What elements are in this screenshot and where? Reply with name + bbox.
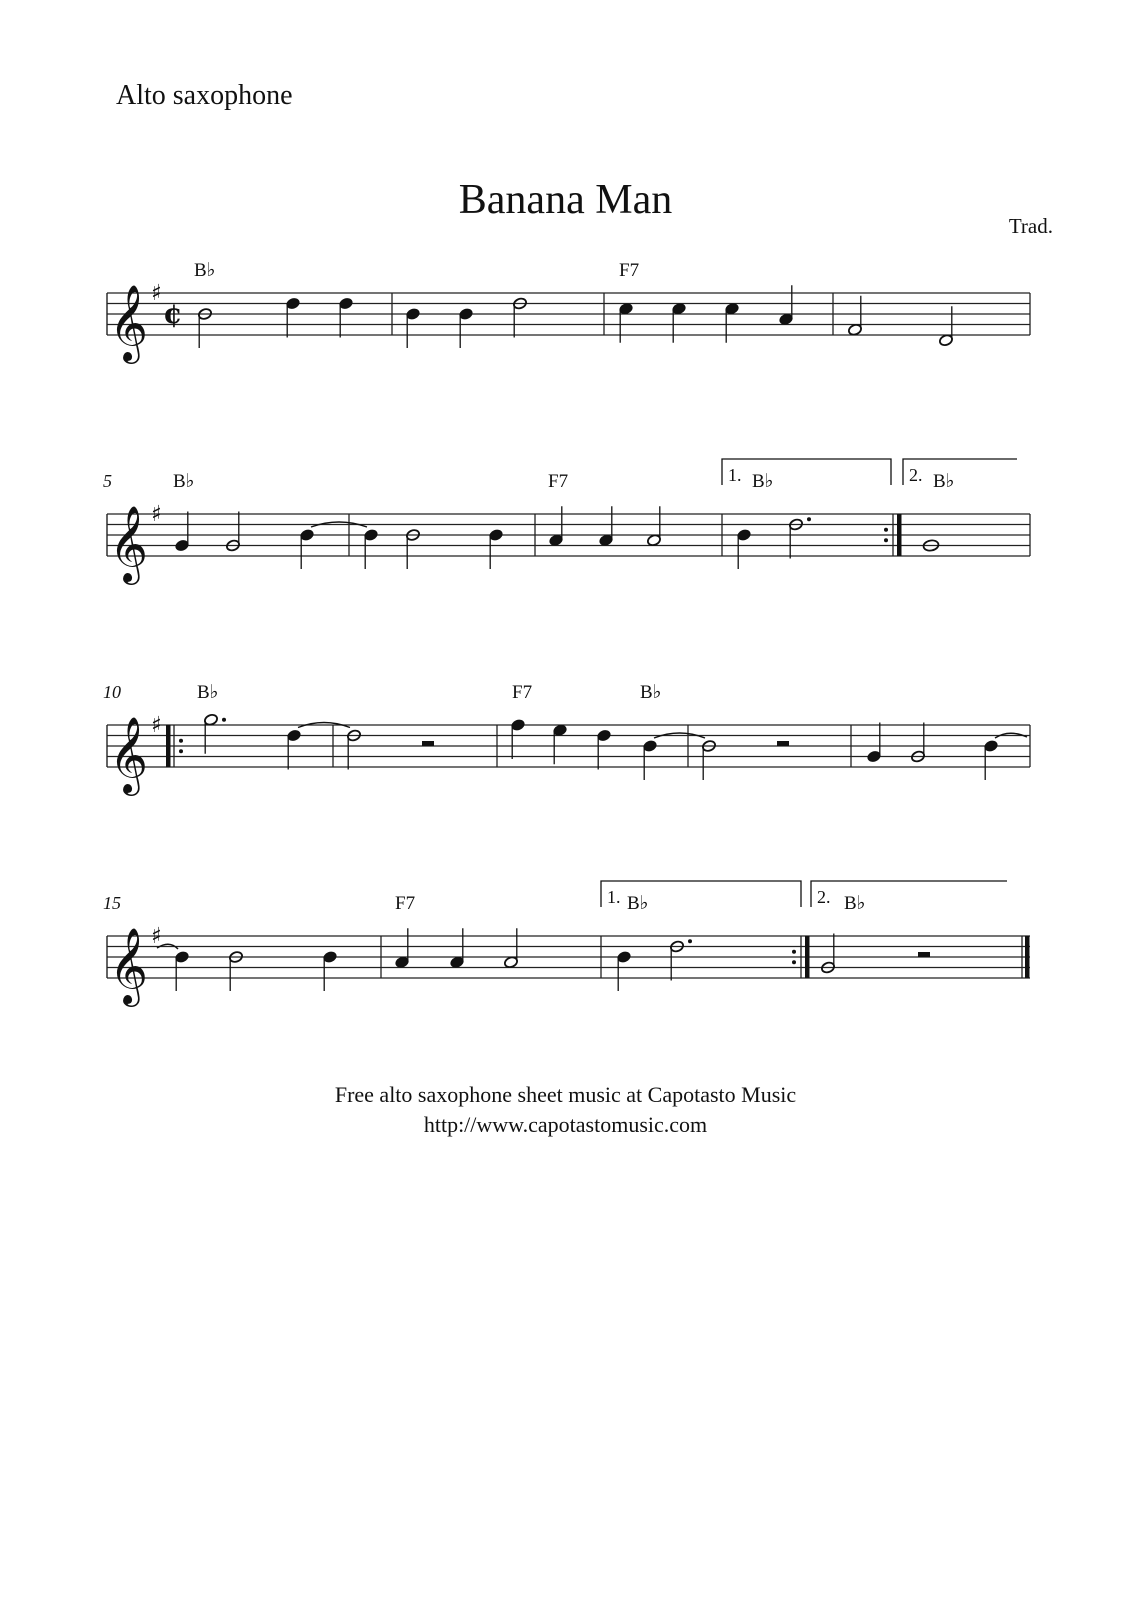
half-rest bbox=[422, 741, 434, 746]
volta-bracket bbox=[722, 459, 891, 485]
repeat-dot bbox=[792, 960, 796, 964]
key-signature-sharp-icon: ♯ bbox=[151, 713, 162, 738]
chord-symbol: B♭ bbox=[752, 471, 774, 492]
repeat-end-barline bbox=[805, 936, 810, 978]
volta-label: 1. bbox=[607, 887, 621, 907]
instrument-label: Alto saxophone bbox=[116, 80, 293, 111]
footer-credit: Free alto saxophone sheet music at Capotasto Music bbox=[334, 1082, 797, 1107]
measure-number: 10 bbox=[103, 682, 121, 702]
volta-bracket bbox=[811, 881, 1007, 907]
dot bbox=[222, 718, 226, 722]
treble-clef-icon: 𝄞 bbox=[109, 927, 149, 1004]
chord-symbol: B♭ bbox=[627, 893, 649, 914]
repeat-dot bbox=[792, 950, 796, 954]
half-rest bbox=[918, 952, 930, 957]
chord-symbol: B♭ bbox=[933, 471, 955, 492]
treble-clef-icon: 𝄞 bbox=[109, 716, 149, 793]
treble-clef-icon: 𝄞 bbox=[109, 284, 149, 361]
chord-symbol: F7 bbox=[548, 471, 569, 492]
volta-label: 1. bbox=[728, 465, 742, 485]
key-signature-sharp-icon: ♯ bbox=[151, 924, 162, 949]
repeat-dot bbox=[884, 538, 888, 542]
half-rest bbox=[777, 741, 789, 746]
repeat-dot bbox=[179, 739, 183, 743]
page-title: Banana Man bbox=[458, 177, 673, 223]
chord-symbol: B♭ bbox=[640, 682, 662, 703]
volta-label: 2. bbox=[817, 887, 831, 907]
treble-clef-icon: 𝄞 bbox=[109, 505, 149, 582]
final-barline bbox=[1025, 936, 1030, 978]
measure-number: 5 bbox=[103, 471, 112, 491]
repeat-start-barline bbox=[166, 725, 171, 767]
volta-label: 2. bbox=[909, 465, 923, 485]
chord-symbol: B♭ bbox=[173, 471, 195, 492]
chord-symbol: B♭ bbox=[197, 682, 219, 703]
key-signature-sharp-icon: ♯ bbox=[151, 281, 162, 306]
dot bbox=[688, 939, 692, 943]
chord-symbol: F7 bbox=[512, 682, 533, 703]
cut-time-icon: ¢ bbox=[163, 297, 183, 330]
chord-symbol: B♭ bbox=[844, 893, 866, 914]
repeat-end-barline bbox=[897, 514, 902, 556]
composer-label: Trad. bbox=[1008, 214, 1053, 238]
dot bbox=[807, 517, 811, 521]
chord-symbol: F7 bbox=[619, 260, 640, 281]
key-signature-sharp-icon: ♯ bbox=[151, 502, 162, 527]
footer bbox=[0, 1080, 1131, 1140]
chord-symbol: B♭ bbox=[194, 260, 216, 281]
repeat-dot bbox=[179, 749, 183, 753]
chord-symbol: F7 bbox=[395, 893, 416, 914]
repeat-dot bbox=[884, 528, 888, 532]
measure-number: 15 bbox=[103, 893, 121, 913]
footer-url[interactable]: http://www.capotastomusic.com bbox=[423, 1112, 708, 1137]
